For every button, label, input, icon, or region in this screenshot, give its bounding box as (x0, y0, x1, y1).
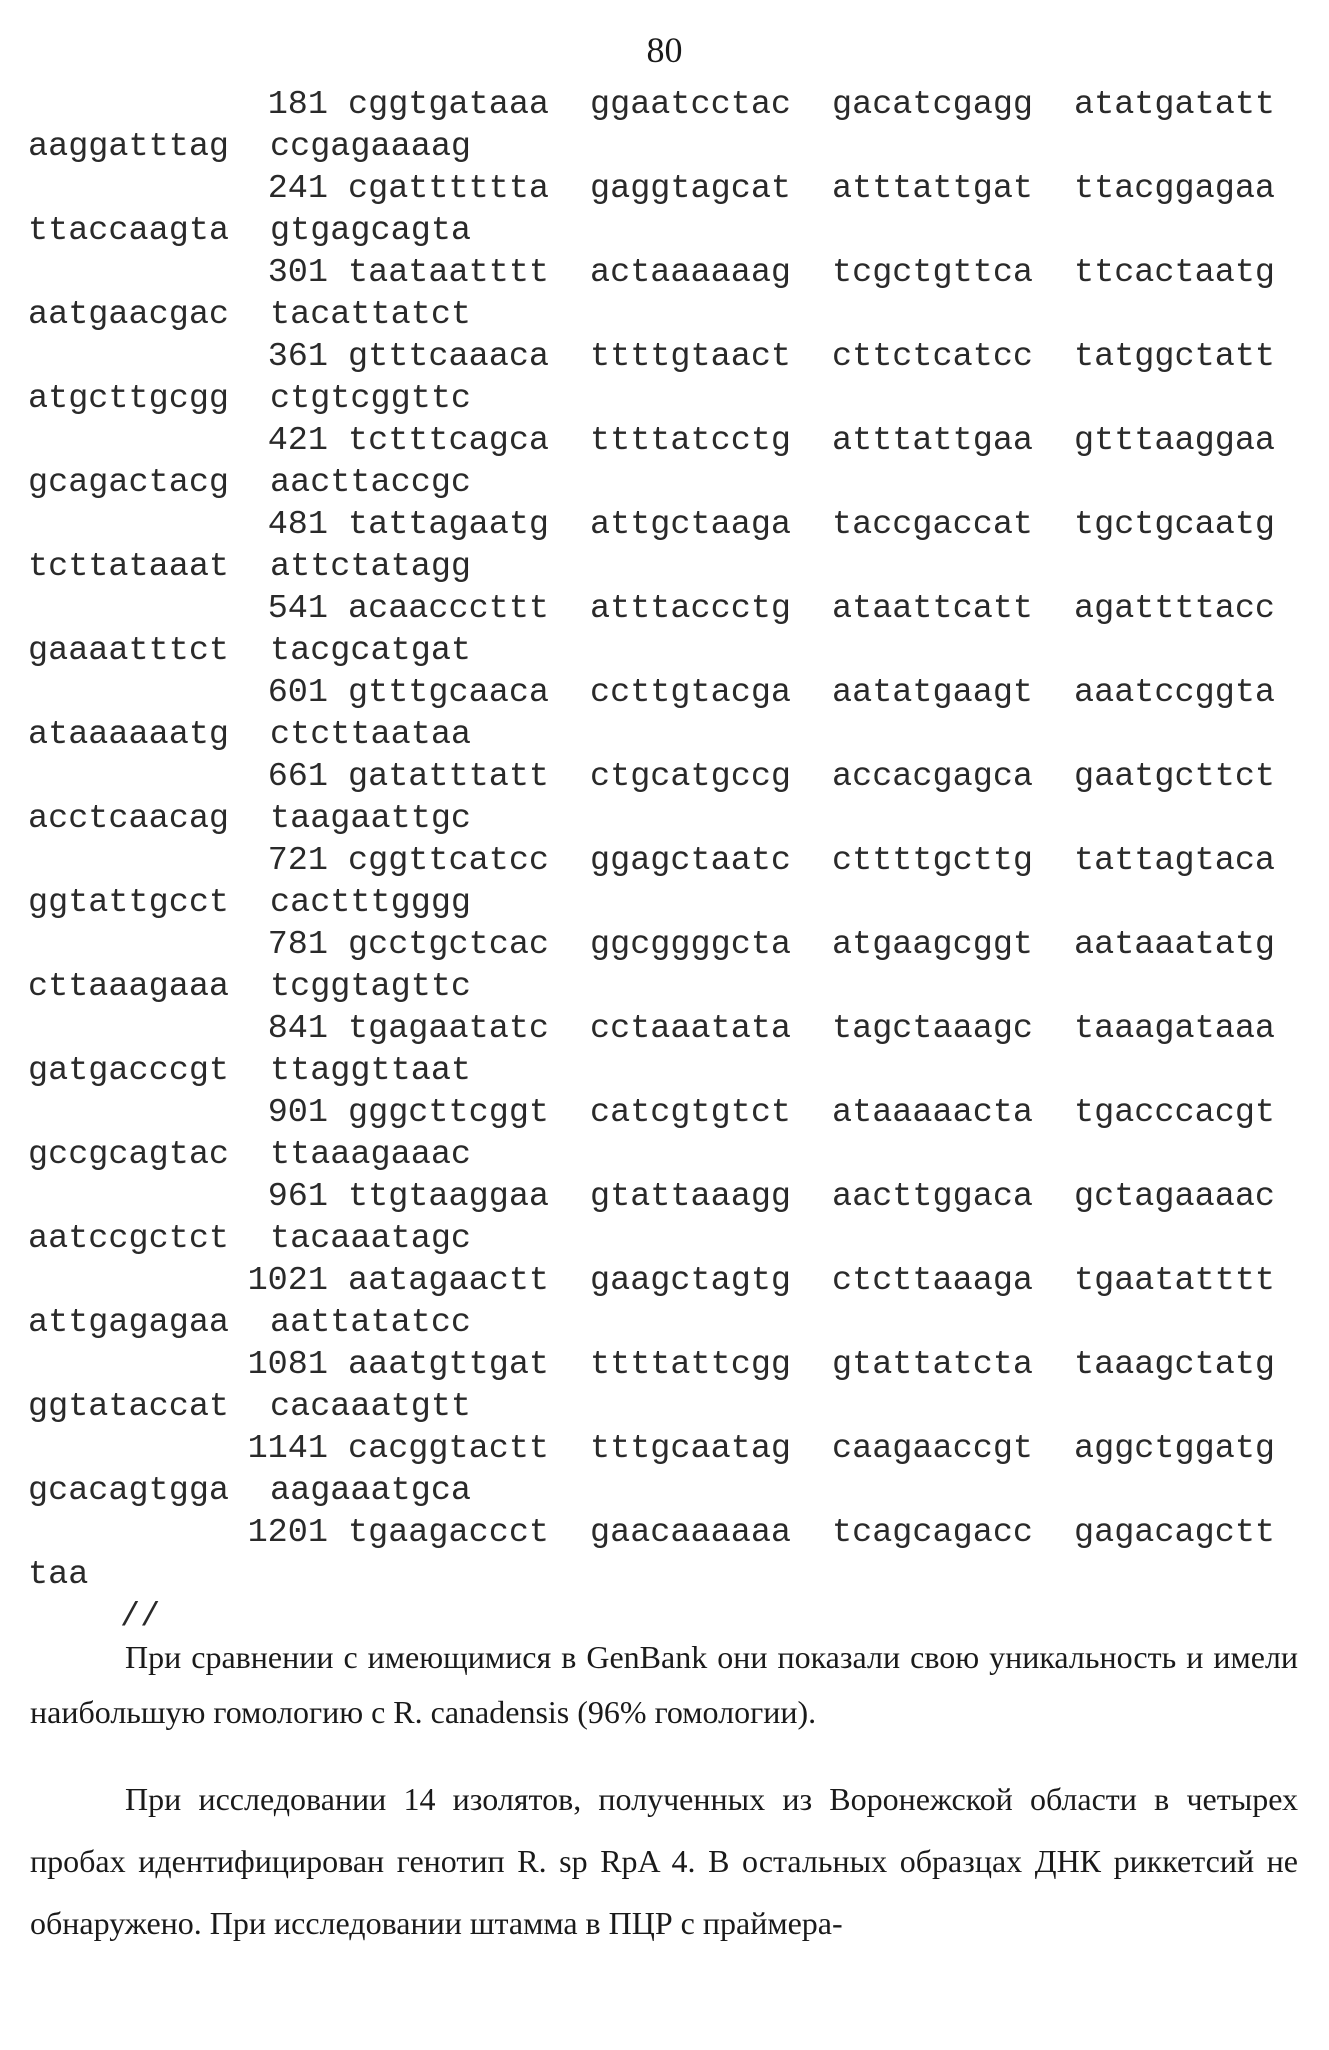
sequence-chunk: ttgtaaggaa (348, 1178, 550, 1216)
sequence-chunk: ccttgtacga (590, 674, 792, 712)
sequence-line-continuation (28, 1134, 1308, 1176)
sequence-chunk: aaatccggta (1074, 674, 1276, 712)
sequence-chunk: gcacagtgga (28, 1472, 230, 1510)
sequence-chunk: ggtattgcct (28, 884, 230, 922)
sequence-line (28, 924, 1308, 966)
sequence-chunk: ccgagaaaag (270, 128, 472, 166)
sequence-position: 181 (267, 86, 328, 124)
sequence-line (28, 1092, 1308, 1134)
sequence-line-continuation (28, 1554, 1308, 1596)
sequence-chunk: cactttgggg (270, 884, 472, 922)
sequence-row (28, 1512, 1308, 1596)
sequence-line-continuation (28, 1470, 1308, 1512)
sequence-chunk: taataatttt (348, 254, 550, 292)
sequence-chunk: atgaagcggt (832, 926, 1034, 964)
sequence-chunk: gtttgcaaca (348, 674, 550, 712)
sequence-chunk: ttaaagaaac (270, 1136, 472, 1174)
paragraph-genbank-comparison: При сравнении с имеющимися в GenBank они показали свою уникальность и имели наибольшую гомологию с R. canadensis (96% гомологии). (30, 1639, 1298, 1730)
sequence-position: 541 (267, 590, 328, 628)
sequence-row (28, 672, 1308, 756)
sequence-chunk: atttaccctg (590, 590, 792, 628)
sequence-chunk: aggctggatg (1074, 1430, 1276, 1468)
sequence-chunk: agattttacc (1074, 590, 1276, 628)
sequence-chunk: tacattatct (270, 296, 472, 334)
sequence-row (28, 840, 1308, 924)
sequence-position: 1081 (247, 1346, 328, 1384)
sequence-chunk: gtattaaagg (590, 1178, 792, 1216)
sequence-chunk: tcagcagacc (832, 1514, 1034, 1552)
sequence-chunk: ttttgtaact (590, 338, 792, 376)
sequence-row (28, 420, 1308, 504)
sequence-line-continuation (28, 966, 1308, 1008)
sequence-line-continuation (28, 210, 1308, 252)
sequence-chunk: tctttcagca (348, 422, 550, 460)
sequence-chunk: attgctaaga (590, 506, 792, 544)
sequence-chunk: caagaaccgt (832, 1430, 1034, 1468)
sequence-line-continuation (28, 630, 1308, 672)
sequence-line-continuation (28, 882, 1308, 924)
sequence-chunk: tattagaatg (348, 506, 550, 544)
sequence-position: 361 (267, 338, 328, 376)
sequence-position: 421 (267, 422, 328, 460)
sequence-chunk: ttttatcctg (590, 422, 792, 460)
sequence-chunk: ttcactaatg (1074, 254, 1276, 292)
sequence-chunk: ggcggggcta (590, 926, 792, 964)
sequence-chunk: gccgcagtac (28, 1136, 230, 1174)
sequence-chunk: taaagctatg (1074, 1346, 1276, 1384)
sequence-line (28, 1008, 1308, 1050)
sequence-position: 1021 (247, 1262, 328, 1300)
sequence-chunk: gcctgctcac (348, 926, 550, 964)
sequence-chunk: accacgagca (832, 758, 1034, 796)
sequence-row (28, 1344, 1308, 1428)
sequence-row (28, 336, 1308, 420)
sequence-chunk: cttctcatcc (832, 338, 1034, 376)
sequence-chunk: atgcttgcgg (28, 380, 230, 418)
sequence-chunk: atttattgaa (832, 422, 1034, 460)
sequence-line-continuation (28, 1302, 1308, 1344)
sequence-line (28, 84, 1308, 126)
sequence-chunk: cttttgcttg (832, 842, 1034, 880)
sequence-chunk: aagaaatgca (270, 1472, 472, 1510)
sequence-line-continuation (28, 378, 1308, 420)
sequence-line-continuation (28, 714, 1308, 756)
sequence-row (28, 1176, 1308, 1260)
sequence-chunk: tcttataaat (28, 548, 230, 586)
sequence-chunk: tgaatatttt (1074, 1262, 1276, 1300)
sequence-line (28, 1176, 1308, 1218)
sequence-chunk: gaaaatttct (28, 632, 230, 670)
sequence-chunk: tattagtaca (1074, 842, 1276, 880)
sequence-chunk: atatgatatt (1074, 86, 1276, 124)
sequence-line-continuation (28, 1050, 1308, 1092)
sequence-chunk: actaaaaaag (590, 254, 792, 292)
sequence-chunk: taagaattgc (270, 800, 472, 838)
sequence-row (28, 1092, 1308, 1176)
sequence-end-marker: // (120, 1598, 161, 1636)
paragraph-isolates-study: При исследовании 14 изолятов, полученных из Воронежской области в четырех пробах идентифицирован генотип R. sp RpA 4. В остальных образцах ДНК риккетсий не обнаружено. При исследовании штамма в ПЦР с праймера- (30, 1781, 1298, 1941)
sequence-chunk: acctcaacag (28, 800, 230, 838)
page-number: 80 (646, 30, 683, 70)
sequence-chunk: gaagctagtg (590, 1262, 792, 1300)
sequence-chunk: aaggatttag (28, 128, 230, 166)
sequence-chunk: aatagaactt (348, 1262, 550, 1300)
sequence-chunk: ttacggagaa (1074, 170, 1276, 208)
sequence-chunk: cacaaatgtt (270, 1388, 472, 1426)
sequence-row (28, 1008, 1308, 1092)
sequence-chunk: tcgctgttca (832, 254, 1034, 292)
sequence-chunk: ataaaaacta (832, 1094, 1034, 1132)
sequence-row (28, 924, 1308, 1008)
sequence-chunk: cttaaagaaa (28, 968, 230, 1006)
sequence-line-continuation (28, 546, 1308, 588)
sequence-line (28, 588, 1308, 630)
sequence-line-continuation (28, 1386, 1308, 1428)
sequence-chunk: cggttcatcc (348, 842, 550, 880)
sequence-chunk: tacgcatgat (270, 632, 472, 670)
sequence-chunk: tacaaatagc (270, 1220, 472, 1258)
sequence-line (28, 168, 1308, 210)
sequence-row (28, 1260, 1308, 1344)
sequence-chunk: gtttcaaaca (348, 338, 550, 376)
sequence-line (28, 756, 1308, 798)
sequence-position: 961 (267, 1178, 328, 1216)
sequence-chunk: tgagaatatc (348, 1010, 550, 1048)
sequence-line (28, 336, 1308, 378)
sequence-row (28, 756, 1308, 840)
sequence-position: 1201 (247, 1514, 328, 1552)
sequence-chunk: gctagaaaac (1074, 1178, 1276, 1216)
sequence-line (28, 252, 1308, 294)
sequence-chunk: gcagactacg (28, 464, 230, 502)
sequence-line (28, 672, 1308, 714)
sequence-line (28, 504, 1308, 546)
sequence-chunk: ataattcatt (832, 590, 1034, 628)
sequence-chunk: tagctaaagc (832, 1010, 1034, 1048)
sequence-chunk: tcggtagttc (270, 968, 472, 1006)
sequence-position: 781 (267, 926, 328, 964)
sequence-line-continuation (28, 1218, 1308, 1260)
sequence-chunk: ggaatcctac (590, 86, 792, 124)
sequence-chunk: taccgaccat (832, 506, 1034, 544)
dna-sequence-listing (28, 84, 1308, 1638)
sequence-line (28, 840, 1308, 882)
sequence-chunk: aaatgttgat (348, 1346, 550, 1384)
sequence-chunk: attctatagg (270, 548, 472, 586)
sequence-chunk: ttaccaagta (28, 212, 230, 250)
sequence-position: 241 (267, 170, 328, 208)
sequence-chunk: gtgagcagta (270, 212, 472, 250)
sequence-position: 601 (267, 674, 328, 712)
sequence-position: 1141 (247, 1430, 328, 1468)
sequence-position: 841 (267, 1010, 328, 1048)
sequence-chunk: gatgacccgt (28, 1052, 230, 1090)
sequence-position: 661 (267, 758, 328, 796)
sequence-line (28, 1344, 1308, 1386)
sequence-chunk: ctcttaataa (270, 716, 472, 754)
sequence-chunk: cacggtactt (348, 1430, 550, 1468)
sequence-row (28, 168, 1308, 252)
sequence-chunk: cggtgataaa (348, 86, 550, 124)
sequence-position: 901 (267, 1094, 328, 1132)
sequence-chunk: ataaaaaatg (28, 716, 230, 754)
sequence-chunk: aatccgctct (28, 1220, 230, 1258)
sequence-chunk: attgagagaa (28, 1304, 230, 1342)
sequence-chunk: gaacaaaaaa (590, 1514, 792, 1552)
sequence-line-continuation (28, 294, 1308, 336)
sequence-line-continuation (28, 462, 1308, 504)
sequence-chunk: ttttattcgg (590, 1346, 792, 1384)
sequence-chunk: aacttaccgc (270, 464, 472, 502)
sequence-chunk: acaacccttt (348, 590, 550, 628)
sequence-chunk: cgatttttta (348, 170, 550, 208)
sequence-row (28, 84, 1308, 168)
sequence-chunk: aatatgaagt (832, 674, 1034, 712)
sequence-position: 481 (267, 506, 328, 544)
sequence-row (28, 588, 1308, 672)
sequence-chunk: taaagataaa (1074, 1010, 1276, 1048)
sequence-chunk: ctgcatgccg (590, 758, 792, 796)
sequence-chunk: gatatttatt (348, 758, 550, 796)
sequence-row (28, 252, 1308, 336)
sequence-chunk: tttgcaatag (590, 1430, 792, 1468)
sequence-chunk: catcgtgtct (590, 1094, 792, 1132)
sequence-line (28, 1428, 1308, 1470)
sequence-chunk: ggagctaatc (590, 842, 792, 880)
sequence-chunk: gacatcgagg (832, 86, 1034, 124)
sequence-chunk: tatggctatt (1074, 338, 1276, 376)
sequence-chunk: gtttaaggaa (1074, 422, 1276, 460)
sequence-row (28, 1428, 1308, 1512)
sequence-chunk: cctaaatata (590, 1010, 792, 1048)
sequence-chunk: taa (28, 1556, 89, 1594)
sequence-line (28, 1512, 1308, 1554)
sequence-chunk: ggtataccat (28, 1388, 230, 1426)
sequence-chunk: aacttggaca (832, 1178, 1034, 1216)
sequence-chunk: tgaagaccct (348, 1514, 550, 1552)
sequence-chunk: aataaatatg (1074, 926, 1276, 964)
sequence-position: 301 (267, 254, 328, 292)
sequence-chunk: aatgaacgac (28, 296, 230, 334)
sequence-line-continuation (28, 798, 1308, 840)
sequence-chunk: gtattatcta (832, 1346, 1034, 1384)
sequence-chunk: ctgtcggttc (270, 380, 472, 418)
sequence-chunk: aattatatcc (270, 1304, 472, 1342)
sequence-chunk: gggcttcggt (348, 1094, 550, 1132)
sequence-chunk: gaggtagcat (590, 170, 792, 208)
sequence-chunk: gagacagctt (1074, 1514, 1276, 1552)
sequence-chunk: atttattgat (832, 170, 1034, 208)
sequence-chunk: tgacccacgt (1074, 1094, 1276, 1132)
sequence-chunk: gaatgcttct (1074, 758, 1276, 796)
sequence-chunk: ctcttaaaga (832, 1262, 1034, 1300)
sequence-line (28, 420, 1308, 462)
sequence-chunk: tgctgcaatg (1074, 506, 1276, 544)
sequence-row (28, 504, 1308, 588)
sequence-line-continuation (28, 126, 1308, 168)
sequence-position: 721 (267, 842, 328, 880)
sequence-line (28, 1260, 1308, 1302)
sequence-chunk: ttaggttaat (270, 1052, 472, 1090)
